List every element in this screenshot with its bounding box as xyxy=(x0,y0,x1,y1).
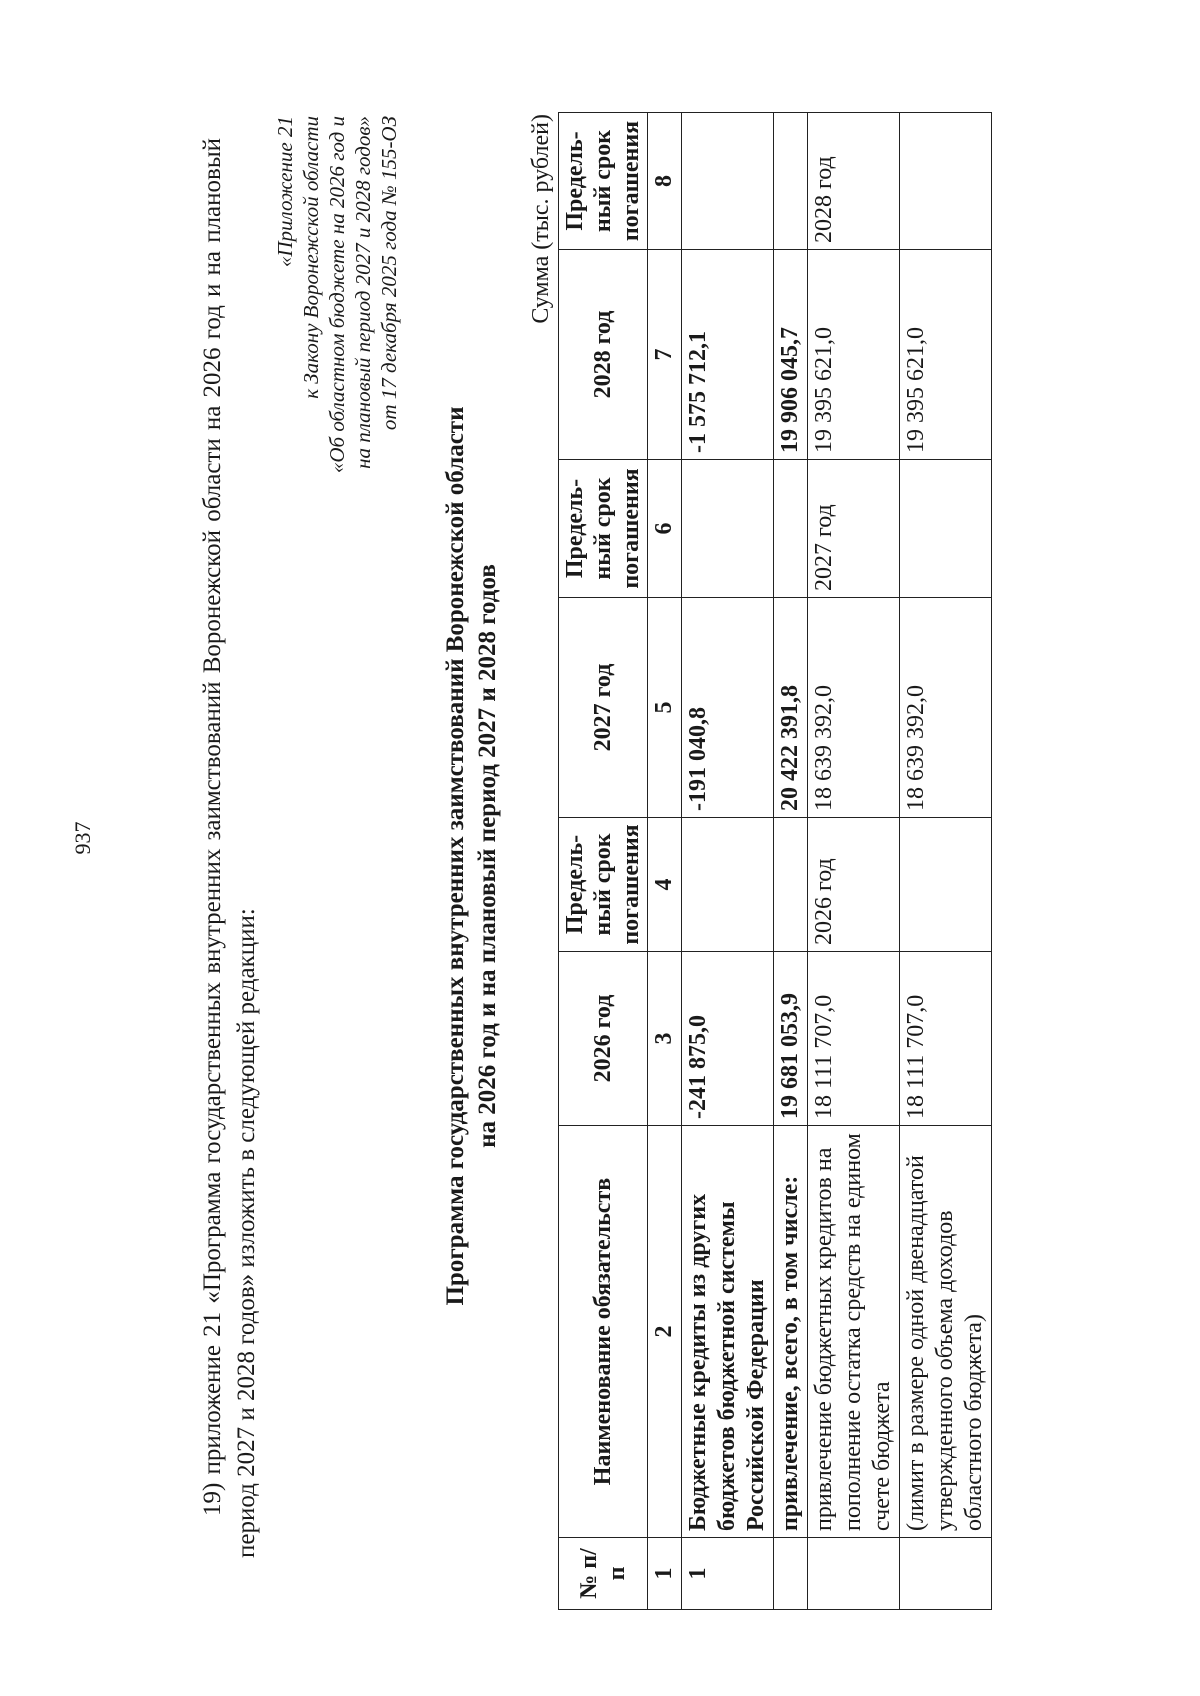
row-term-2028 xyxy=(682,113,774,250)
header-num: № п/п xyxy=(559,1538,648,1610)
document-title-line: Программа государственных внутренних заимствований Воронежской области xyxy=(442,406,469,1306)
header-term-2028: Предель-ный срок погашения xyxy=(559,113,648,250)
row-value-2028: 19 906 045,7 xyxy=(774,250,808,460)
table-header-row xyxy=(559,113,648,1610)
row-term-2027 xyxy=(900,460,992,598)
document-title xyxy=(440,316,504,1396)
column-number: 2 xyxy=(648,1126,682,1538)
row-term-2026: 2026 год xyxy=(808,818,900,952)
row-value-2026: 18 111 707,0 xyxy=(808,952,900,1126)
row-value-2028: -1 575 712,1 xyxy=(682,250,774,460)
row-value-2028: 19 395 621,0 xyxy=(808,250,900,460)
column-number: 7 xyxy=(648,250,682,460)
table-row xyxy=(808,113,900,1610)
row-num xyxy=(774,1538,808,1610)
header-name: Наименование обязательств xyxy=(559,1126,648,1538)
row-num xyxy=(808,1538,900,1610)
page-number: 937 xyxy=(70,821,95,855)
row-value-2026: 19 681 053,9 xyxy=(774,952,808,1126)
row-num: 1 xyxy=(682,1538,774,1610)
borrowing-table xyxy=(558,112,992,1610)
column-number: 5 xyxy=(648,598,682,818)
column-number: 1 xyxy=(648,1538,682,1610)
row-term-2028 xyxy=(900,113,992,250)
header-term-2026: Предель-ный срок погашения xyxy=(559,818,648,952)
column-number: 3 xyxy=(648,952,682,1126)
units-label: Сумма (тыс. рублей) xyxy=(528,114,554,324)
row-name: Бюджетные кредиты из других бюджетов бюджетной системы Российской Федерации xyxy=(682,1126,774,1538)
header-2026: 2026 год xyxy=(559,952,648,1126)
row-value-2026: -241 875,0 xyxy=(682,952,774,1126)
row-value-2027: 20 422 391,8 xyxy=(774,598,808,818)
row-value-2027: 18 639 392,0 xyxy=(808,598,900,818)
appendix-note xyxy=(272,116,402,576)
row-term-2026 xyxy=(774,818,808,952)
appendix-note-line: «Об областном бюджете на 2026 год и xyxy=(325,116,349,474)
row-term-2027 xyxy=(682,460,774,598)
row-term-2027: 2027 год xyxy=(808,460,900,598)
column-number-row xyxy=(648,113,682,1610)
column-number: 6 xyxy=(648,460,682,598)
appendix-note-line: «Приложение 21 xyxy=(273,116,297,268)
table-row xyxy=(774,113,808,1610)
row-value-2028: 19 395 621,0 xyxy=(900,250,992,460)
row-term-2027 xyxy=(774,460,808,598)
row-term-2028: 2028 год xyxy=(808,113,900,250)
appendix-note-line: от 17 декабря 2025 года № 155-ОЗ xyxy=(377,116,401,431)
table-row xyxy=(682,113,774,1610)
header-2028: 2028 год xyxy=(559,250,648,460)
appendix-note-line: на плановый период 2027 и 2028 годов» xyxy=(351,116,375,469)
row-name: (лимит в размере одной двенадцатой утвержденного объема доходов областного бюджета) xyxy=(900,1126,992,1538)
row-term-2026 xyxy=(682,818,774,952)
row-value-2026: 18 111 707,0 xyxy=(900,952,992,1126)
header-2027: 2027 год xyxy=(559,598,648,818)
appendix-note-line: к Закону Воронежской области xyxy=(299,116,323,399)
column-number: 8 xyxy=(648,113,682,250)
row-term-2026 xyxy=(900,818,992,952)
row-num xyxy=(900,1538,992,1610)
intro-paragraph: 19) приложение 21 «Программа государственных внутренних заимствований Воронежской области на 2026 год и на плановый период 2027 и 2028 годов» изложить в следующей редакции: xyxy=(199,138,260,1558)
row-name: привлечение, всего, в том числе: xyxy=(774,1126,808,1538)
table-row xyxy=(900,113,992,1610)
document-title-line: на 2026 год и на плановый период 2027 и 2028 годов xyxy=(474,564,501,1148)
row-term-2028 xyxy=(774,113,808,250)
row-value-2027: -191 040,8 xyxy=(682,598,774,818)
column-number: 4 xyxy=(648,818,682,952)
row-name: привлечение бюджетных кредитов на пополнение остатка средств на едином счете бюджета xyxy=(808,1126,900,1538)
row-value-2027: 18 639 392,0 xyxy=(900,598,992,818)
header-term-2027: Предель-ный срок погашения xyxy=(559,460,648,598)
